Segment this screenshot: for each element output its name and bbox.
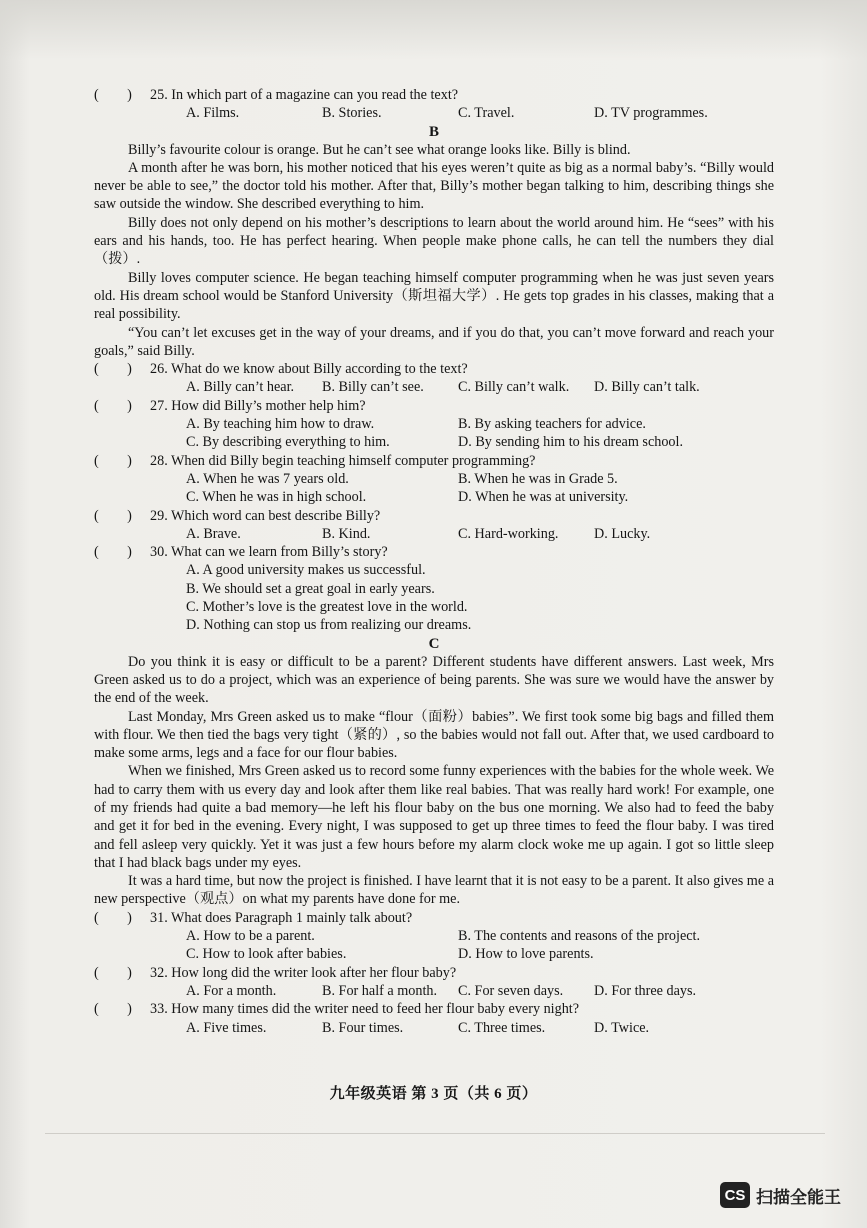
option-b: B. Stories. — [322, 105, 382, 122]
question-text: 29. Which word can best describe Billy? — [150, 507, 381, 524]
answer-blank[interactable]: ( ) — [94, 507, 132, 524]
option-a: A. How to be a parent. — [186, 928, 315, 945]
camscanner-logo-icon: CS — [720, 1182, 750, 1208]
option-a: A. Films. — [186, 105, 240, 122]
options-28-row1 — [186, 470, 774, 488]
question-text: 26. What do we know about Billy according to the text? — [150, 361, 468, 378]
options-26 — [186, 378, 774, 396]
option-a: A. When he was 7 years old. — [186, 470, 349, 487]
question-text: 32. How long did the writer look after her flour baby? — [150, 964, 457, 981]
answer-blank[interactable]: ( ) — [94, 87, 132, 103]
option-a: A. By teaching him how to draw. — [186, 416, 375, 433]
question-text: 28. When did Billy begin teaching himself computer programming? — [150, 452, 536, 469]
paragraph: “You can’t let excuses get in the way of your dreams, and if you do that, you can’t move forward and reach your goals,” said Billy. — [94, 324, 774, 359]
paragraph: Billy’s favourite colour is orange. But he can’t see what orange looks like. Billy is blind. — [128, 141, 631, 158]
answer-blank[interactable]: ( ) — [94, 964, 132, 981]
page-divider — [45, 1133, 825, 1134]
paragraph: A month after he was born, his mother noticed that his eyes weren’t quite as big as a normal baby’s. “Billy would never be able to see,” the doctor told his mother. After that, Billy’s mother began talking to him, describing things she saw outside the window. She described everything to him. — [94, 159, 774, 213]
option-d: D. When he was at university. — [458, 489, 629, 506]
option-c: C. By describing everything to him. — [186, 434, 390, 451]
option-a: A. For a month. — [186, 982, 277, 999]
question-27 — [94, 397, 774, 415]
answer-blank[interactable]: ( ) — [94, 361, 132, 378]
paragraph: When we finished, Mrs Green asked us to record some funny experiences with the babies for the whole week. We had to carry them with us every day and look after them like real babies. That was really hard work! For example, one of my friends had quite a bad memory—he left his flour baby on the bus one morning. We also had to feed the baby and get it for bed in the evening. Every night, I was supposed to get up three times to feed the flour baby. I was tired and fell asleep very quickly. Yet it was just a few hours before my alarm clock woke me up again. I got so little sleep that I had black bags under my eyes. — [94, 763, 774, 871]
paragraph: Billy loves computer science. He began teaching himself computer programming when he was just seven years old. His dream school would be Stanford University（斯坦福大学）. He gets top grades in his classes, making that a real possibility. — [94, 269, 774, 323]
question-text: 33. How many times did the writer need to feed her flour baby every night? — [150, 1001, 580, 1018]
options-31-row1 — [186, 927, 774, 945]
paragraph: It was a hard time, but now the project is finished. I have learnt that it is not easy to be a parent. It also gives me a new perspective（观点）on what my parents have done for me. — [94, 873, 774, 908]
options-32 — [186, 982, 774, 1000]
question-text: 25. In which part of a magazine can you read the text? — [150, 87, 459, 103]
question-29 — [94, 507, 774, 525]
option-d: D. TV programmes. — [594, 105, 708, 122]
options-33 — [186, 1019, 774, 1037]
option-d: D. Billy can’t talk. — [594, 379, 700, 396]
option-d: D. Nothing can stop us from realizing our dreams. — [186, 617, 472, 634]
option-d: D. How to love parents. — [458, 946, 594, 963]
question-text: 27. How did Billy’s mother help him? — [150, 397, 366, 414]
option-c: C. How to look after babies. — [186, 946, 347, 963]
option-d: D. Lucky. — [594, 525, 651, 542]
paragraph: Billy does not only depend on his mother’s descriptions to learn about the world around him. He “sees” with his ears and his hands, too. He has perfect hearing. When people make phone calls, he can tell the numbers they dial（拨）. — [94, 214, 774, 268]
scanner-watermark — [720, 1182, 841, 1208]
question-32 — [94, 964, 774, 982]
section-c-heading: C — [428, 635, 440, 652]
watermark-text: 扫描全能王 — [756, 1187, 841, 1208]
option-b: B. We should set a great goal in early years. — [186, 580, 435, 597]
option-c: C. Mother’s love is the greatest love in the world. — [186, 599, 468, 616]
paragraph: Do you think it is easy or difficult to be a parent? Different students have different answers. Last week, Mrs Green asked us to do a project, which was an experience of being parents. She was sure we would have the answer by the end of the week. — [94, 653, 774, 707]
option-d: D. Twice. — [594, 1019, 650, 1036]
options-31-row2 — [186, 945, 774, 963]
answer-blank[interactable]: ( ) — [94, 397, 132, 414]
options-28-row2 — [186, 488, 774, 506]
option-b: B. For half a month. — [322, 982, 438, 999]
option-c: C. Travel. — [458, 105, 515, 122]
option-b: B. When he was in Grade 5. — [458, 470, 618, 487]
question-33 — [94, 1000, 774, 1018]
options-29 — [186, 525, 774, 543]
options-27-row1 — [186, 415, 774, 433]
options-25 — [186, 104, 774, 122]
option-b: B. The contents and reasons of the project. — [458, 928, 701, 945]
page-footer: 九年级英语 第 3 页（共 6 页） — [329, 1086, 538, 1102]
answer-blank[interactable]: ( ) — [94, 544, 132, 561]
option-c: C. Three times. — [458, 1019, 546, 1036]
question-31 — [94, 909, 774, 927]
answer-blank[interactable]: ( ) — [94, 1001, 132, 1018]
question-26 — [94, 360, 774, 378]
option-b: B. Kind. — [322, 525, 371, 542]
options-27-row2 — [186, 433, 774, 451]
question-text: 31. What does Paragraph 1 mainly talk about? — [150, 909, 413, 926]
option-c: C. Billy can’t walk. — [458, 379, 570, 396]
section-b-heading: B — [428, 123, 439, 140]
option-a: A. Five times. — [186, 1019, 267, 1036]
question-30 — [94, 543, 774, 561]
answer-blank[interactable]: ( ) — [94, 452, 132, 469]
answer-blank[interactable]: ( ) — [94, 909, 132, 926]
option-d: D. For three days. — [594, 982, 697, 999]
option-a: A. Brave. — [186, 525, 241, 542]
option-a: A. A good university makes us successful. — [186, 562, 426, 579]
question-28 — [94, 452, 774, 470]
option-d: D. By sending him to his dream school. — [458, 434, 684, 451]
option-b: B. Billy can’t see. — [322, 379, 424, 396]
option-c: C. Hard-working. — [458, 525, 559, 542]
page-shadow — [0, 0, 867, 60]
question-25 — [94, 86, 774, 104]
option-a: A. Billy can’t hear. — [186, 379, 295, 396]
option-b: B. Four times. — [322, 1019, 404, 1036]
question-text: 30. What can we learn from Billy’s story? — [150, 544, 388, 561]
option-c: C. When he was in high school. — [186, 489, 367, 506]
exam-content — [94, 86, 774, 1037]
option-b: B. By asking teachers for advice. — [458, 416, 646, 433]
option-c: C. For seven days. — [458, 982, 564, 999]
paragraph: Last Monday, Mrs Green asked us to make “flour（面粉）babies”. We first took some big bags and filled them with flour. We then tied the bags very tight（紧的）, so the babies would not fall out. After that, we used cardboard to make some arms, legs and a face for our flour babies. — [94, 708, 774, 762]
